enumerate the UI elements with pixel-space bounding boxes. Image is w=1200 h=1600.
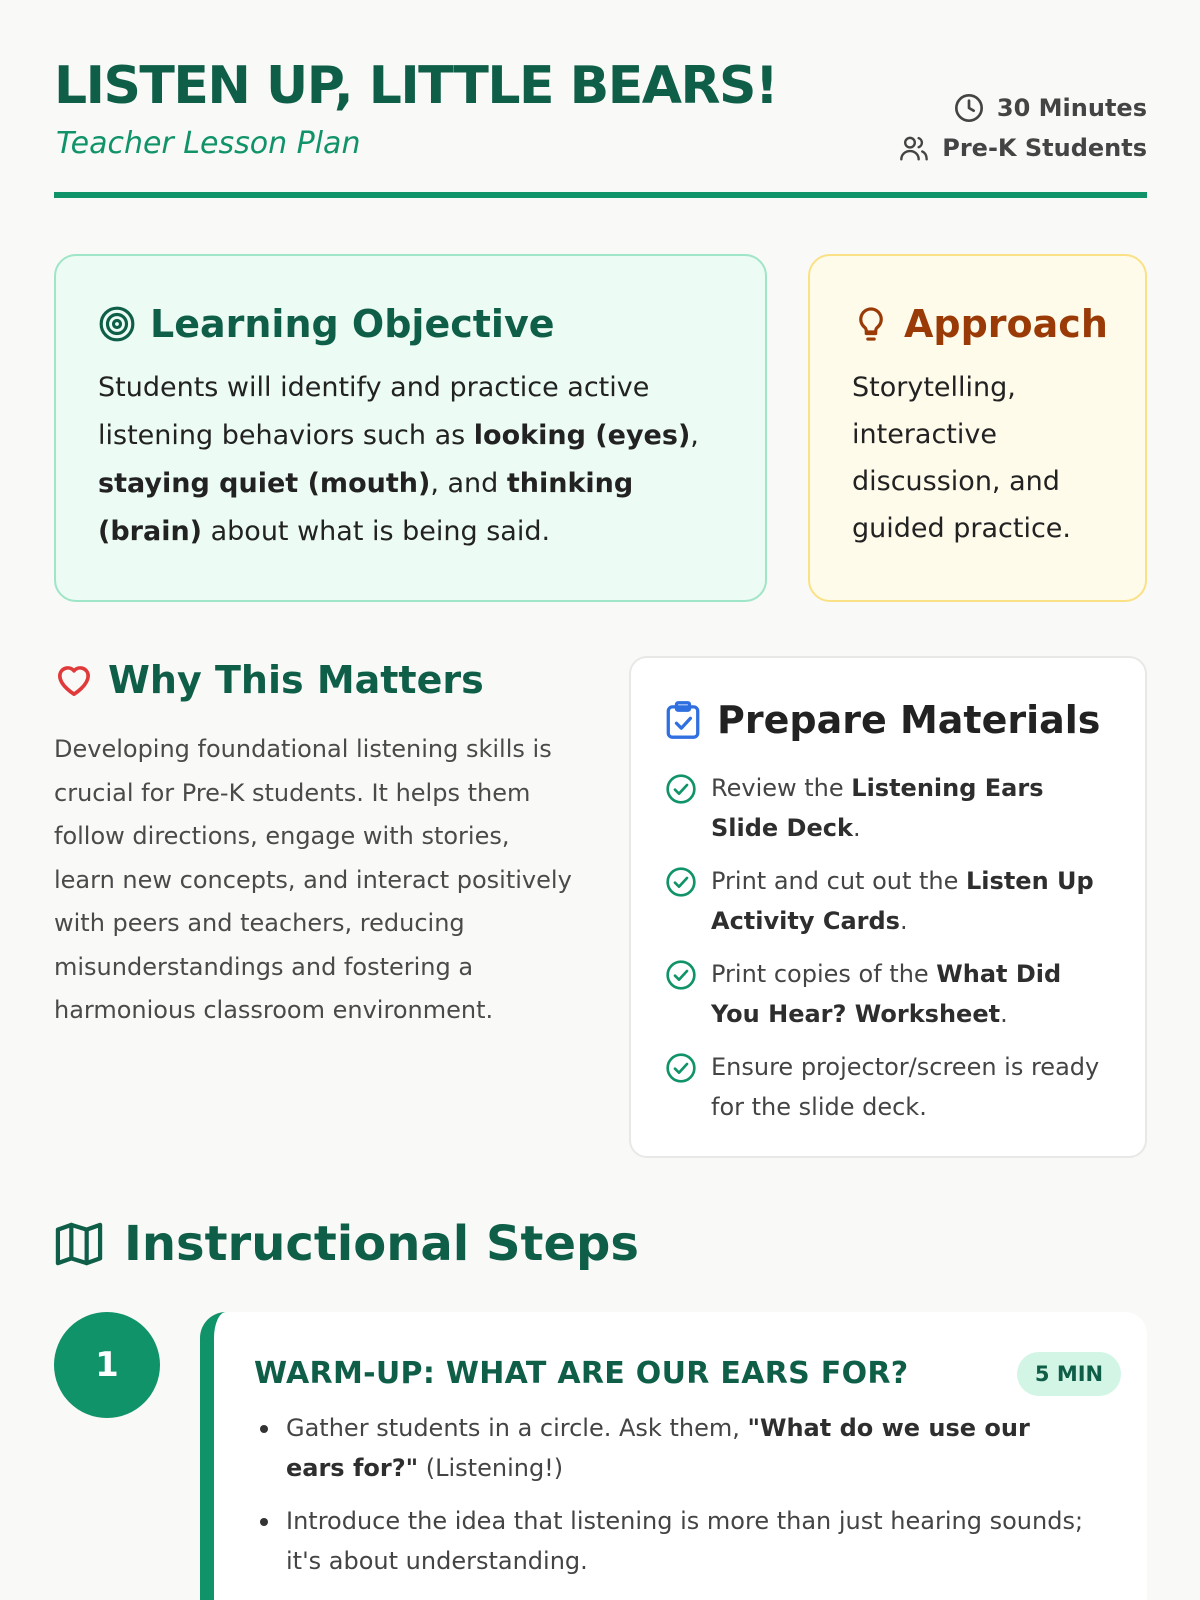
clock-icon [953, 92, 985, 124]
check-circle-icon [665, 959, 697, 991]
why-this-matters-text: Developing foundational listening skills is crucial for Pre-K students. It helps them follow directions, engage with stories, learn new concepts, and interact positively with peers and teachers, reducing misunderstandings and fostering a harmonious classroom environment. [54, 735, 572, 1024]
learning-objective-heading: Learning Objective [150, 302, 555, 346]
materials-text-part: . [1000, 1000, 1008, 1028]
step-bullet-text: (Listening!) [418, 1454, 564, 1482]
instructional-steps-heading: Instructional Steps [124, 1216, 639, 1272]
page-subtitle: Teacher Lesson Plan [56, 126, 361, 161]
materials-item-text [711, 768, 1115, 848]
objective-text-part: , [690, 420, 699, 451]
materials-text-part: . [899, 907, 908, 935]
learning-objective-text [98, 364, 738, 556]
materials-item [665, 954, 1115, 1034]
step-bullet [254, 1501, 1084, 1581]
materials-item [665, 768, 1115, 848]
materials-text-part: Ensure projector/screen is ready for the slide deck. [711, 1053, 1100, 1121]
instructional-steps-header [54, 1216, 639, 1272]
why-this-matters-header [54, 658, 484, 702]
materials-text-part: Review the [711, 774, 852, 802]
objective-bold-brain: thinking (brain) [98, 468, 634, 547]
prepare-materials-heading: Prepare Materials [717, 698, 1101, 742]
step-bullet [254, 1408, 1084, 1488]
step-card [200, 1312, 1147, 1600]
audience-text: Pre-K Students [942, 134, 1147, 162]
approach-card [808, 254, 1147, 602]
materials-list [665, 768, 1115, 1140]
users-icon [898, 132, 930, 164]
step-bullet-text: Introduce the idea that listening is more than just hearing sounds; it's about understanding. [286, 1507, 1084, 1575]
step-bullet-bold: "What do we use our ears for?" [286, 1414, 1030, 1482]
materials-bold-part: Listen Up Activity Cards [711, 867, 1094, 935]
check-circle-icon [665, 773, 697, 805]
map-icon [54, 1221, 104, 1267]
step-bullet-list [254, 1408, 1084, 1594]
lesson-plan-page [54, 0, 1147, 1600]
duration-text: 30 Minutes [996, 94, 1147, 122]
learning-objective-card [54, 254, 767, 602]
heart-icon [54, 660, 94, 700]
prepare-materials-card [629, 656, 1147, 1158]
prepare-materials-header [665, 698, 1100, 742]
approach-text: Storytelling, interactive discussion, and guided practice. [852, 372, 1071, 544]
objective-bold-mouth: staying quiet (mouth) [98, 468, 431, 499]
materials-text-part: Print and cut out the [711, 867, 967, 895]
audience-row [898, 128, 1147, 168]
page-title: LISTEN UP, LITTLE BEARS! [54, 56, 778, 116]
lightbulb-icon [852, 305, 890, 343]
approach-header [852, 302, 1108, 346]
step-duration-badge: 5 MIN [1017, 1352, 1121, 1396]
materials-item-text [711, 861, 1115, 941]
objective-text-part: about what is being said. [202, 516, 551, 547]
target-icon [98, 305, 136, 343]
why-this-matters-heading: Why This Matters [108, 658, 484, 702]
duration-row [898, 88, 1147, 128]
materials-item-text [711, 1047, 1115, 1127]
objective-text-part: Students will identify and practice active listening behaviors such as [98, 372, 650, 451]
learning-objective-header [98, 302, 555, 346]
check-circle-icon [665, 866, 697, 898]
step-title: WARM-UP: WHAT ARE OUR EARS FOR? [254, 1356, 909, 1391]
approach-heading: Approach [904, 302, 1108, 346]
step-number-badge: 1 [54, 1312, 160, 1418]
materials-item-text [711, 954, 1115, 1034]
materials-text-part: . [852, 814, 861, 842]
clipboard-check-icon [665, 700, 701, 740]
materials-bold-part: Listening Ears Slide Deck [711, 774, 1044, 842]
materials-bold-part: What Did You Hear? Worksheet [711, 960, 1062, 1028]
header [54, 52, 1147, 198]
materials-text-part: Print copies of the [711, 960, 937, 988]
materials-item [665, 861, 1115, 941]
step-bullet-text: Gather students in a circle. Ask them, [286, 1414, 748, 1442]
objective-text-part: , and [430, 468, 507, 499]
lesson-meta [898, 88, 1147, 168]
materials-item [665, 1047, 1115, 1127]
check-circle-icon [665, 1052, 697, 1084]
objective-bold-eyes: looking (eyes) [473, 420, 691, 451]
